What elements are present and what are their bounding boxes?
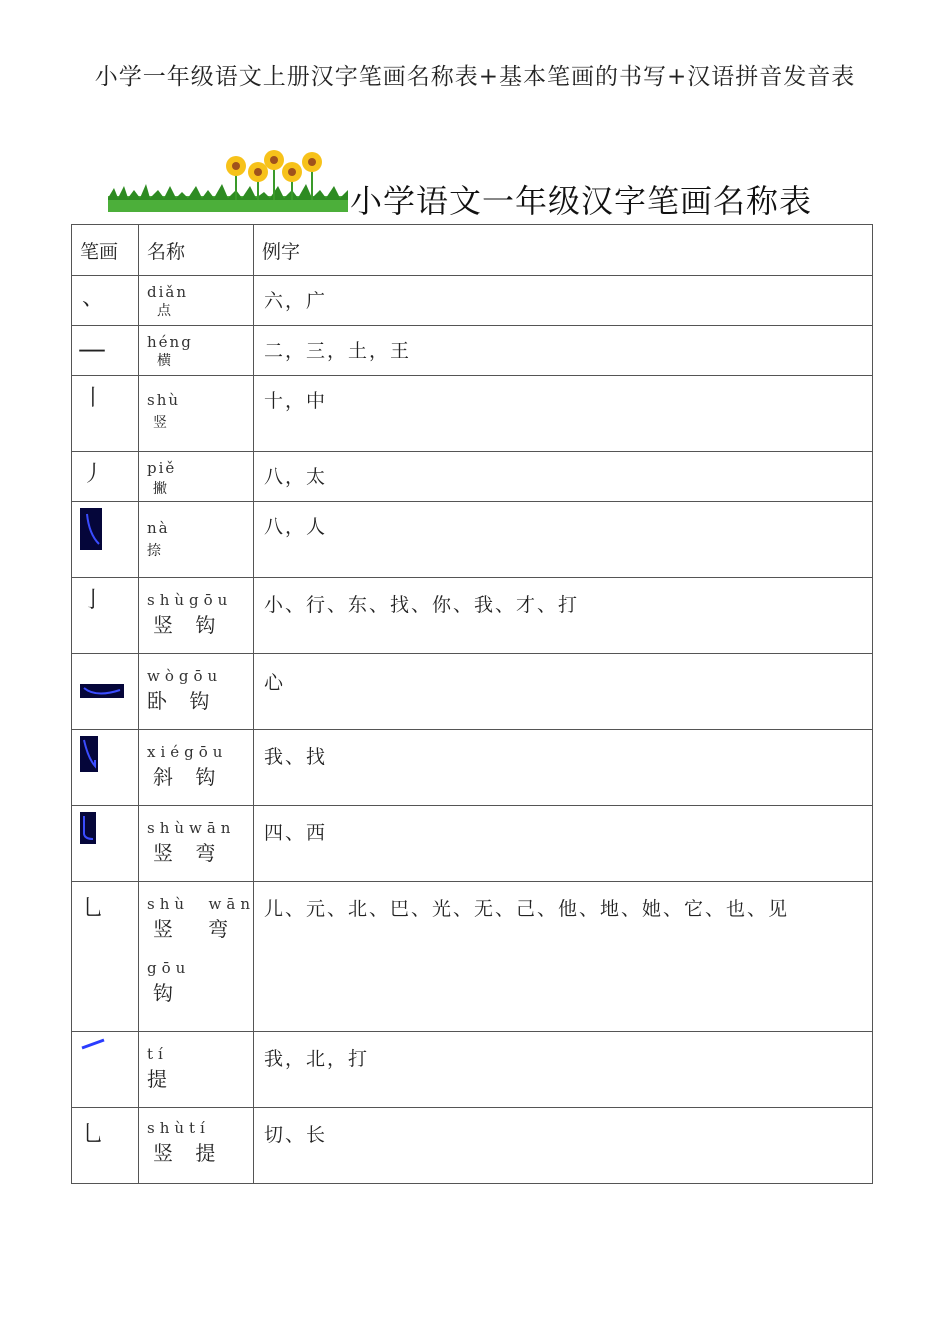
table-row [72, 654, 873, 730]
table-title: 小学语文一年级汉字笔画名称表 [350, 182, 813, 220]
stroke-name: 横 [157, 353, 171, 369]
stroke-name: 竖 弯 [153, 841, 224, 865]
stroke-pinyin: shùgōu [147, 591, 233, 609]
stroke-name: 捺 [147, 543, 161, 559]
example-chars: 六，广 [254, 276, 873, 326]
ti-stroke-icon [80, 1038, 106, 1050]
table-row [72, 502, 873, 578]
table-row [72, 376, 873, 452]
stroke-pinyin: wògōu [147, 667, 223, 685]
stroke-pinyin: piě [147, 459, 177, 477]
stroke-name: 竖 弯 [153, 917, 233, 941]
table-row [72, 452, 873, 502]
stroke-glyph: — [78, 332, 106, 365]
stroke-pinyin: xiégōu [147, 743, 228, 761]
example-chars: 二，三，土，王 [254, 326, 873, 376]
stroke-pinyin: nà [147, 519, 170, 537]
example-chars: 我、找 [254, 730, 873, 806]
wogou-stroke-icon [80, 684, 124, 698]
table-row [72, 730, 873, 806]
stroke-pinyin: shùtí [147, 1119, 210, 1137]
example-chars: 切、长 [254, 1108, 873, 1184]
stroke-name: 点 [157, 303, 171, 319]
table-row [72, 1032, 873, 1108]
column-header: 例字 [254, 225, 873, 276]
stroke-glyph: 亅 [82, 588, 105, 613]
stroke-name: 钩 [153, 981, 181, 1005]
stroke-pinyin: gōu [147, 959, 191, 977]
table-row [72, 276, 873, 326]
stroke-name: 卧 钩 [147, 689, 218, 713]
stroke-name-table [71, 224, 873, 1184]
example-chars: 我，北，打 [254, 1032, 873, 1108]
example-chars: 四、西 [254, 806, 873, 882]
example-chars: 八，人 [254, 502, 873, 578]
column-header: 名称 [139, 225, 254, 276]
table-header-row [72, 225, 873, 276]
example-chars: 小、行、东、找、你、我、才、打 [254, 578, 873, 654]
sunflower-grass-image [108, 150, 348, 214]
stroke-pinyin: shù [147, 391, 181, 409]
stroke-name: 竖 钩 [153, 613, 224, 637]
stroke-glyph: 、 [82, 286, 105, 311]
stroke-glyph: 乚 [82, 896, 105, 921]
table-row [72, 326, 873, 376]
table-row [72, 882, 873, 1032]
stroke-pinyin: héng [147, 333, 193, 351]
column-header: 笔画 [72, 225, 139, 276]
stroke-name: 撇 [153, 481, 167, 497]
example-chars: 儿、元、北、巴、光、无、己、他、地、她、它、也、见 [254, 882, 873, 1032]
document-title: 小学一年级语文上册汉字笔画名称表+基本笔画的书写+汉语拼音发音表 [94, 64, 856, 90]
example-chars: 八，太 [254, 452, 873, 502]
stroke-pinyin: shùwān [147, 819, 236, 837]
shuwan-stroke-icon [80, 812, 96, 844]
stroke-pinyin: shù wān [147, 895, 255, 913]
stroke-name: 斜 钩 [153, 765, 224, 789]
stroke-name: 竖 提 [153, 1141, 224, 1165]
table-row [72, 806, 873, 882]
table-row [72, 1108, 873, 1184]
stroke-name: 提 [147, 1067, 175, 1091]
example-chars: 心 [254, 654, 873, 730]
stroke-pinyin: diǎn [147, 283, 189, 301]
stroke-glyph: 丿 [82, 462, 105, 487]
stroke-name: 竖 [153, 415, 167, 431]
xiegou-stroke-icon [80, 736, 98, 772]
stroke-glyph: 丨 [82, 386, 105, 411]
stroke-pinyin: tí [147, 1045, 168, 1063]
example-chars: 十，中 [254, 376, 873, 452]
stroke-glyph: 乚 [82, 1122, 105, 1147]
table-row [72, 578, 873, 654]
banner [108, 148, 848, 218]
na-stroke-icon [80, 508, 102, 550]
